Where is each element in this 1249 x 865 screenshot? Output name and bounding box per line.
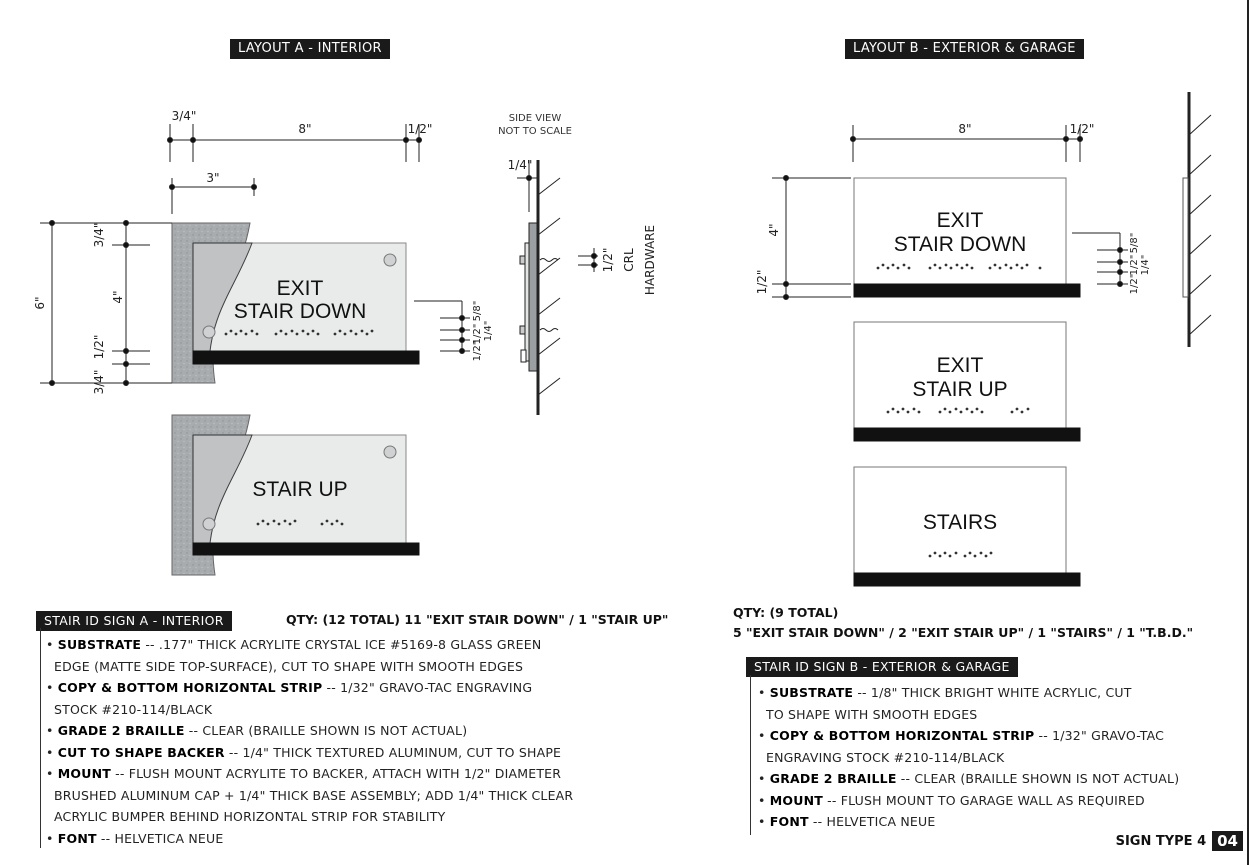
- dim-a-h-top: 3/4": [92, 222, 106, 248]
- dim-a-w-right: 1/2": [407, 122, 433, 136]
- dim-a-r-14: 1/4": [483, 320, 494, 342]
- sign-b1-line2: STAIR DOWN: [893, 233, 1027, 256]
- side-view-label: [485, 112, 585, 138]
- dim-a-r-12a: 1/2": [472, 323, 483, 345]
- spec-b-item: • SUBSTRATE -- 1/8" THICK BRIGHT WHITE ACRYLIC, CUT: [758, 685, 1132, 700]
- spec-b-item: • COPY & BOTTOM HORIZONTAL STRIP -- 1/32" GRAVO-TAC: [758, 728, 1165, 743]
- spec-b-item: • MOUNT -- FLUSH MOUNT TO GARAGE WALL AS REQUIRED: [758, 792, 1145, 808]
- side-view-drawing: [517, 160, 598, 415]
- spec-a-item: • GRADE 2 BRAILLE -- CLEAR (BRAILLE SHOWN IS NOT ACTUAL): [46, 723, 468, 738]
- dim-a-w-backer: 3": [206, 171, 220, 185]
- dim-b-r-12a: 1/2": [1129, 254, 1140, 276]
- spec-b-qty1: QTY: (9 TOTAL): [733, 605, 839, 620]
- spec-b-title: STAIR ID SIGN B - EXTERIOR & GARAGE: [746, 657, 1018, 677]
- dim-b-h-strip: 1/2": [755, 269, 769, 295]
- dim-a-h-main: 4": [111, 290, 125, 304]
- dim-b-w-main: 8": [958, 122, 972, 136]
- sign-b3-line1: STAIRS: [922, 511, 998, 534]
- spec-a-item-cont: STOCK #210-114/BLACK: [54, 701, 213, 717]
- spec-b-item-cont: TO SHAPE WITH SMOOTH EDGES: [766, 706, 978, 722]
- sheet-number: 04: [1212, 831, 1243, 851]
- side-view-b: [1183, 92, 1211, 347]
- spec-a-item: • FONT -- HELVETICA NEUE: [46, 830, 224, 846]
- side-hw-line2: HARDWARE: [643, 224, 657, 296]
- spec-a-rule: [40, 628, 41, 848]
- spec-b-rule: [750, 675, 751, 835]
- sign-type-label: SIGN TYPE 4: [1115, 833, 1207, 849]
- spec-a-item: • MOUNT -- FLUSH MOUNT ACRYLITE TO BACKER, ATTACH WITH 1/2" DIAMETER: [46, 766, 562, 781]
- dim-a-h-total: 6": [33, 296, 47, 310]
- dim-b-h-main: 4": [767, 223, 781, 237]
- spec-b-list: [758, 682, 1179, 833]
- dim-a-w-main: 8": [298, 122, 312, 136]
- dim-a-h-bottom: 3/4": [92, 369, 106, 395]
- layout-a-title: LAYOUT A - INTERIOR: [230, 39, 390, 59]
- spec-b-item-cont: ENGRAVING STOCK #210-114/BLACK: [766, 749, 1005, 765]
- side-view-line1: SIDE VIEW: [508, 113, 562, 124]
- spec-a-item-cont: BRUSHED ALUMINUM CAP + 1/4" THICK BASE ASSEMBLY; ADD 1/4" THICK CLEAR: [54, 787, 574, 803]
- dim-b-w-right: 1/2": [1069, 122, 1095, 136]
- spec-b-item: • GRADE 2 BRAILLE -- CLEAR (BRAILLE SHOWN IS NOT ACTUAL): [758, 771, 1180, 786]
- spec-b-item: • FONT -- HELVETICA NEUE: [758, 814, 936, 829]
- spec-a-item-cont: EDGE (MATTE SIDE TOP-SURFACE), CUT TO SHAPE WITH SMOOTH EDGES: [54, 658, 524, 674]
- layout-b-title: LAYOUT B - EXTERIOR & GARAGE: [845, 39, 1084, 59]
- sheet-footer: [1116, 831, 1243, 851]
- spec-a-list: [46, 634, 573, 849]
- dim-b-r-58: 5/8": [1129, 232, 1140, 254]
- sign-a1-line1: EXIT: [276, 277, 324, 300]
- sign-b2-line2: STAIR UP: [912, 378, 1008, 401]
- spec-a-item-cont: ACRYLIC BUMPER BEHIND HORIZONTAL STRIP FOR STABILITY: [54, 809, 446, 824]
- side-dim-hw: 1/2": [601, 247, 615, 273]
- side-dim-top: 1/4": [507, 158, 533, 172]
- sign-b2-line1: EXIT: [936, 354, 984, 377]
- side-hw-line1: CRL: [622, 248, 636, 272]
- sign-a2-line1: STAIR UP: [252, 478, 348, 501]
- dim-a-r-12b: 1/2": [472, 340, 483, 362]
- sign-b1-line1: EXIT: [936, 209, 984, 232]
- spec-a-qty: QTY: (12 TOTAL) 11 "EXIT STAIR DOWN" / 1 "STAIR UP": [286, 612, 669, 627]
- dim-b-r-14: 1/4": [1140, 254, 1151, 276]
- spec-a-item: • SUBSTRATE -- .177" THICK ACRYLITE CRYSTAL ICE #5169-8 GLASS GREEN: [46, 637, 542, 652]
- spec-a-item: • COPY & BOTTOM HORIZONTAL STRIP -- 1/32" GRAVO-TAC ENGRAVING: [46, 680, 533, 695]
- dim-a-h-strip: 1/2": [92, 334, 106, 360]
- dim-b-r-12b: 1/2": [1129, 273, 1140, 295]
- spec-a-title: STAIR ID SIGN A - INTERIOR: [36, 611, 232, 631]
- spec-b-qty2: 5 "EXIT STAIR DOWN" / 2 "EXIT STAIR UP" / 1 "STAIRS" / 1 "T.B.D.": [733, 625, 1194, 640]
- spec-a-item: • CUT TO SHAPE BACKER -- 1/4" THICK TEXTURED ALUMINUM, CUT TO SHAPE: [46, 744, 562, 760]
- dim-a-w-left: 3/4": [171, 109, 197, 123]
- sign-a1-line2: STAIR DOWN: [233, 300, 367, 323]
- side-view-line2: NOT TO SCALE: [498, 126, 572, 137]
- dim-a-r-58: 5/8": [472, 300, 483, 322]
